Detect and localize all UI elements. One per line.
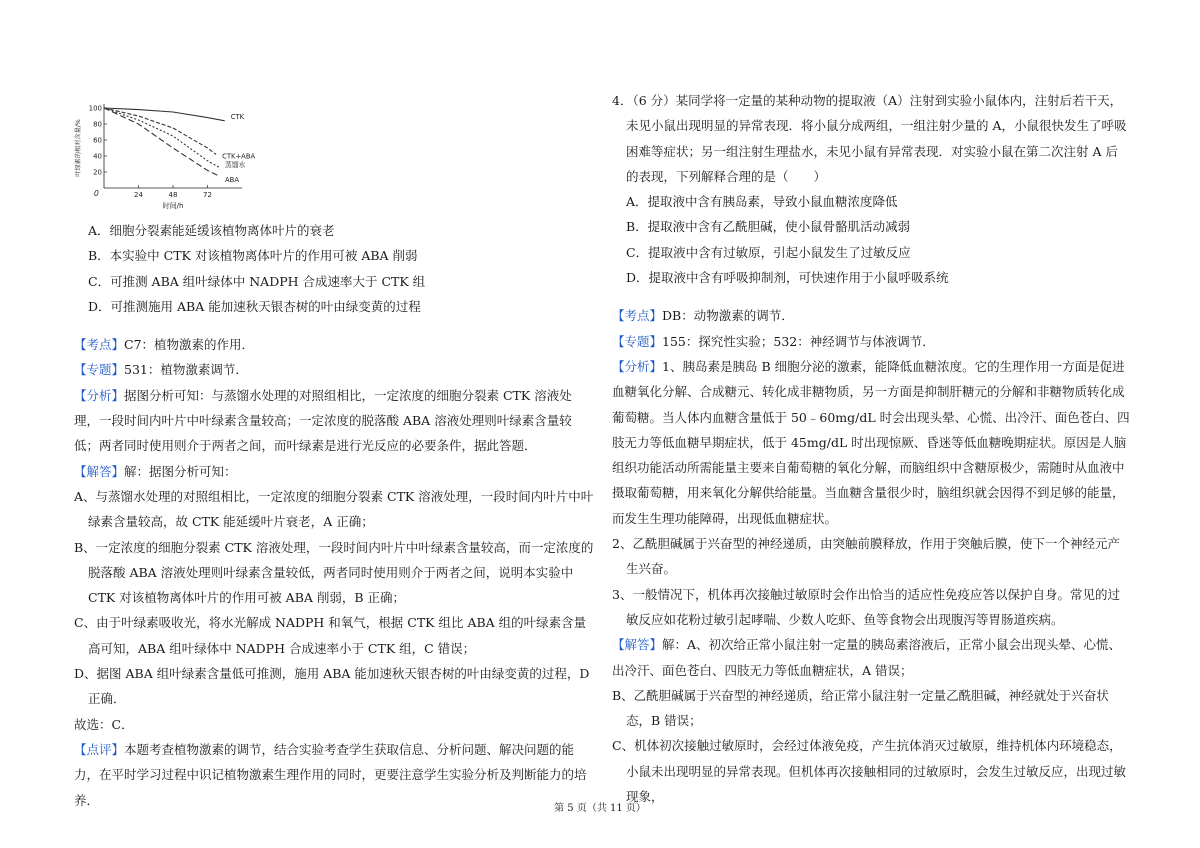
jieda-tag: 【解答】 <box>74 463 125 479</box>
q3-option-c: C．可推测 ABA 组叶绿体中 NADPH 合成速率大于 CTK 组 <box>88 273 426 289</box>
fenxi-tag: 【分析】 <box>612 358 663 374</box>
q3-option-d: D．可推测施用 ABA 能加速秋天银杏树的叶由绿变黄的过程 <box>88 298 421 314</box>
q4-fenxi-2: 2、乙酰胆碱属于兴奋型的神经递质，由突触前膜释放，作用于突触后膜，使下一个神经元产生兴奋。 <box>612 536 1120 577</box>
y-tick-label: 100 <box>88 104 102 113</box>
q4-kaodian <box>612 303 1130 328</box>
x-tick-label: 72 <box>203 191 212 199</box>
q3-jieda <box>74 459 594 484</box>
q4-fenxi-3: 3、一般情况下，机体再次接触过敏原时会作出恰当的适应性免疫应答以保护自身。常见的过敏反应如花粉过敏引起哮喘、少数人吃虾、鱼等食物会出现腹泻等胃肠道疾病。 <box>612 586 1120 627</box>
zhuanti-tag: 【专题】 <box>74 362 125 378</box>
q3-option-a: A．细胞分裂素能延缓该植物离体叶片的衰老 <box>88 223 335 238</box>
q4-jieda <box>612 632 1130 683</box>
q4-answer-b: B、乙酰胆碱属于兴奋型的神经递质，给正常小鼠注射一定量乙酰胆碱，神经就处于兴奋状态，B 错误； <box>612 687 1109 729</box>
y-axis-label: 叶绿素的相对含量/% <box>75 119 82 177</box>
q4-answer-a: 解：A、初次给正常小鼠注射一定量的胰岛素溶液后，正常小鼠会出现头晕、心慌、出冷汗、面色苍白、四肢无力等低血糖症状，A 错误； <box>612 637 1122 678</box>
series-label-1: CTK <box>230 112 245 121</box>
q4-fenxi-1 <box>612 354 1130 531</box>
jieda-tag: 【解答】 <box>612 637 663 653</box>
kaodian-text: DB：动物激素的调节． <box>662 308 794 324</box>
x-tick-label: 24 <box>134 191 143 199</box>
y-tick-label: 20 <box>93 168 102 177</box>
x-tick-label: 48 <box>168 191 178 199</box>
series-label-3: 蒸馏水 <box>225 161 246 170</box>
y-tick-label: 80 <box>93 120 102 129</box>
q4-option-d: D．提取液中含有呼吸抑制剂，可快速作用于小鼠呼吸系统 <box>626 270 949 286</box>
q3-answer-a: A、与蒸馏水处理的对照组相比，一定浓度的细胞分裂素 CTK 溶液处理，一段时间内叶片中叶绿素含量较高，故 CTK 能延缓叶片衰老，A 正确； <box>74 488 594 530</box>
q3-fenxi <box>74 383 594 459</box>
dianping-text: 本题考查植物激素的调节，结合实验考查学生获取信息、分析问题、解决问题的能力，在平时学习过程中识记植物激素生理作用的同时，更要注意学生实验分析及判断能力的培养． <box>74 741 587 808</box>
q3-zhuanti <box>74 357 594 382</box>
page-footer: 第 5 页（共 11 页） <box>554 803 646 814</box>
q3-option-b: B．本实验中 CTK 对该植物离体叶片的作用可被 ABA 削弱 <box>88 248 418 264</box>
q4-zhuanti <box>612 329 1130 354</box>
kaodian-tag: 【考点】 <box>74 337 125 353</box>
zhuanti-text: 531：植物激素调节． <box>124 362 248 378</box>
q3-answer-b: B、一定浓度的细胞分裂素 CTK 溶液处理，一段时间内叶片中叶绿素含量较高，而一定浓度的脱落酸 ABA 溶液处理则叶绿素含量较低，两者同时使用则介于两者之间，说明本实验中 CTK 对该植物离体叶片的作用可被 ABA 削弱，B 正确； <box>74 539 594 606</box>
zhuanti-text: 155：探究性实验；532：神经调节与体液调节． <box>662 333 935 349</box>
y-tick-label: 40 <box>93 152 102 161</box>
series-label-4: ABA <box>225 176 239 184</box>
kaodian-text: C7：植物激素的作用． <box>124 337 255 353</box>
left-column <box>74 0 594 813</box>
fenxi-text: 据图分析可知：与蒸馏水处理的对照组相比，一定浓度的细胞分裂素 CTK 溶液处理，一段时间内叶片中叶绿素含量较高；一定浓度的脱落酸 ABA 溶液处理则叶绿素含量较低；两者同时使用则介于两者之间，而叶绿素是进行光反应的必要条件，据此答题． <box>74 387 572 454</box>
q4-answer-c: C、机体初次接触过敏原时，会经过体液免疫，产生抗体消灭过敏原，维持机体内环境稳态，小鼠未出现明显的异常表现。但机体再次接触相同的过敏原时，会发生过敏反应，出现过敏现象， <box>612 738 1127 805</box>
origin-label: 0 <box>94 189 99 198</box>
q3-options <box>74 218 594 319</box>
zhuanti-tag: 【专题】 <box>612 333 663 349</box>
q3-answer-c: C、由于叶绿素吸收光，将水光解成 NADPH 和氧气，根据 CTK 组比 ABA 组的叶绿素含量高可知，ABA 组叶绿体中 NADPH 合成速率小于 CTK 组，C 错误； <box>74 615 587 656</box>
series-label-2: CTK+ABA <box>222 152 256 161</box>
jieda-text: 解：据图分析可知： <box>124 463 237 479</box>
q4-stem: 4．（6 分）某同学将一定量的某种动物的提取液（A）注射到实验小鼠体内，注射后若干天，未见小鼠出现明显的异常表现．将小鼠分成两组，一组注射少量的 A，小鼠很快发生了呼吸困难等症状；另一组注射生理盐水，未见小鼠有异常表现．对实验小鼠在第二次注射 A 后的表现，下列解释合理的是（ ） <box>612 93 1127 184</box>
q4-option-a: A．提取液中含有胰岛素，导致小鼠血糖浓度降低 <box>626 194 898 210</box>
fenxi-item-1: 1、胰岛素是胰岛 B 细胞分泌的激素，能降低血糖浓度。它的生理作用一方面是促进血糖氧化分解、合成糖元、转化成非糖物质，另一方面是抑制肝糖元的分解和非糖物质转化成葡萄糖。当人体内血糖含量低于 50﹣60mg/dL 时会出现头晕、心慌、出冷汗、面色苍白、四肢无力等低血糖早期症状，低于 45mg/dL 时出现惊厥、昏迷等低血糖晚期症状。原因是人脑组织功能活动所需能量主要来自葡萄糖的氧化分解，而脑组织中含糖原极少，需随时从血液中摄取葡萄糖，用来氧化分解供给能量。当血糖含量很少时，脑组织就会因得不到足够的能量，而发生生理功能障碍，出现低血糖症状。 <box>612 358 1130 526</box>
q4-option-c: C．提取液中含有过敏原，引起小鼠发生了过敏反应 <box>626 244 911 260</box>
kaodian-tag: 【考点】 <box>612 308 663 324</box>
fenxi-tag: 【分析】 <box>74 387 125 403</box>
q4-option-b: B．提取液中含有乙酰胆碱，使小鼠骨骼肌活动减弱 <box>626 219 911 235</box>
dianping-tag: 【点评】 <box>74 741 125 757</box>
y-tick-label: 60 <box>93 136 102 145</box>
q3-answer-d: D、据图 ABA 组叶绿素含量低可推测，施用 ABA 能加速秋天银杏树的叶由绿变黄的过程，D 正确． <box>74 666 590 707</box>
right-column <box>612 0 1130 809</box>
x-axis-label: 时间/h <box>162 202 184 210</box>
q3-choice: 故选：C． <box>74 716 134 732</box>
q3-kaodian <box>74 332 594 357</box>
